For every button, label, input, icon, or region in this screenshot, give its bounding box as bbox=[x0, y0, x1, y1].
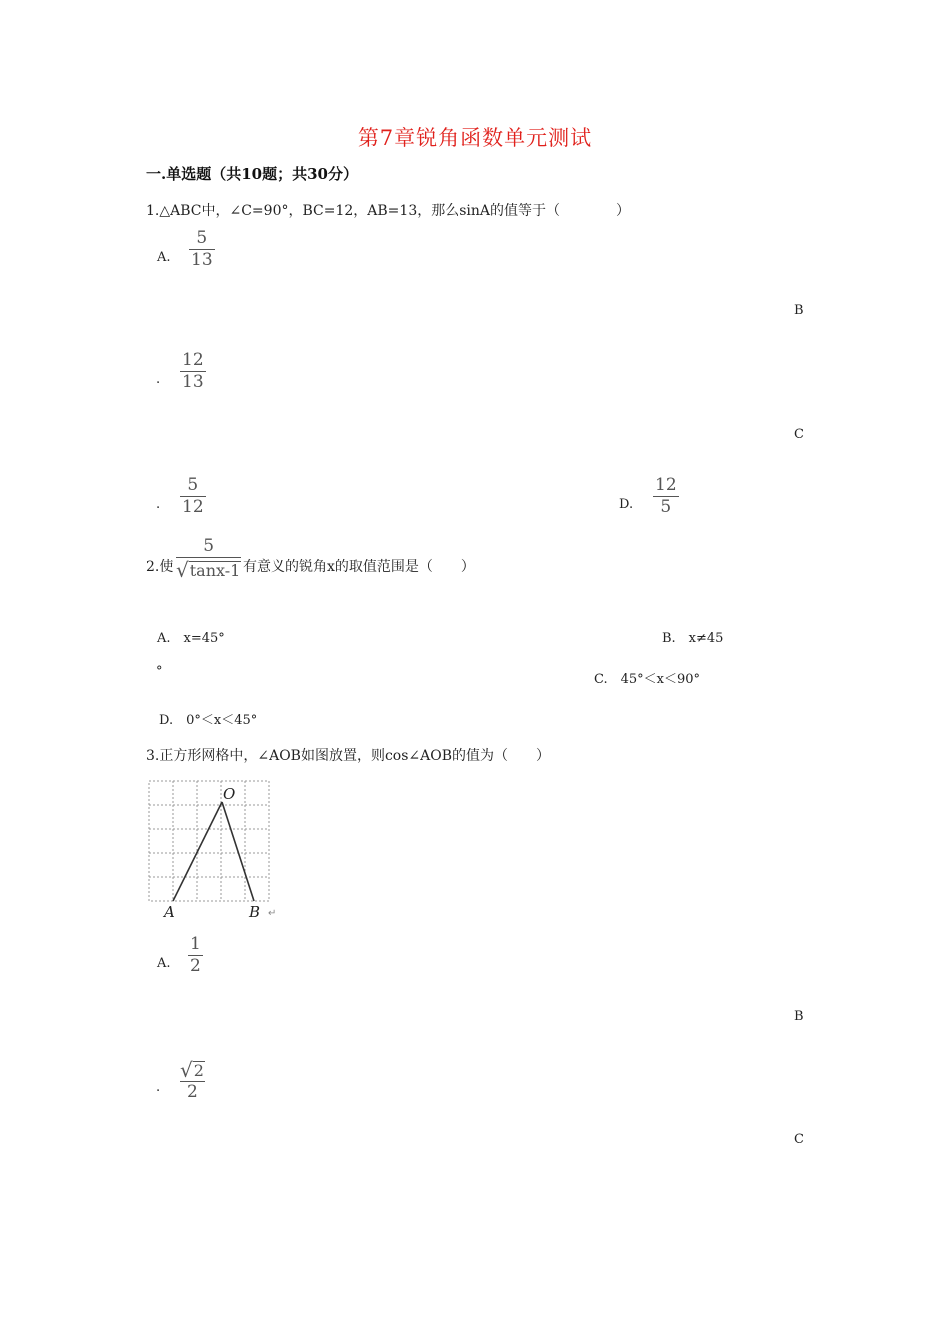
q3-option-b-sqrt bbox=[180, 1060, 205, 1080]
q3-option-b-denominator: 2 bbox=[187, 1082, 198, 1102]
q2-expression-fraction bbox=[176, 538, 241, 580]
sqrt-sign-icon: √ bbox=[176, 557, 189, 582]
q2-option-a[interactable]: A. x=45° bbox=[157, 631, 225, 646]
point-o-label: O bbox=[223, 785, 236, 803]
q2-option-c[interactable]: C. 45°＜x＜90° bbox=[594, 672, 701, 687]
point-b-label: B bbox=[249, 903, 261, 921]
q1-option-d-label[interactable]: D. bbox=[619, 497, 634, 512]
q1-option-d-denominator: 5 bbox=[660, 496, 672, 517]
q1-option-a-fraction bbox=[189, 230, 215, 270]
q1-option-a-numerator: 5 bbox=[196, 228, 208, 248]
q3-option-a-numerator: 1 bbox=[190, 934, 201, 954]
q1-option-c-label[interactable]: C bbox=[794, 427, 804, 442]
q1-option-c-fraction bbox=[180, 477, 206, 517]
q1-option-c-numerator: 5 bbox=[187, 475, 199, 495]
q1-option-a-denominator: 13 bbox=[191, 249, 213, 270]
q3-option-b-fraction bbox=[180, 1060, 205, 1102]
segment-ob bbox=[222, 802, 254, 901]
sqrt-sign-icon: √ bbox=[180, 1058, 193, 1082]
point-a-label: A bbox=[164, 903, 175, 921]
q1-option-d-numerator: 12 bbox=[655, 475, 677, 495]
q2-fraction-numerator: 5 bbox=[203, 536, 215, 556]
q3-option-a-label[interactable]: A. bbox=[157, 956, 171, 971]
q3-option-c-label[interactable]: C bbox=[794, 1132, 804, 1147]
q2-option-b[interactable]: B. x≠45 bbox=[662, 631, 724, 646]
q1-option-b-label[interactable]: B bbox=[794, 303, 804, 318]
return-mark-icon: ↵ bbox=[268, 908, 277, 919]
question-3-stem: 3.正方形网格中，∠AOB如图放置，则cos∠AOB的值为（ ） bbox=[146, 748, 551, 764]
grid-lines bbox=[149, 781, 269, 901]
q1-option-c-denominator: 12 bbox=[182, 496, 204, 517]
page-title: 第7章锐角函数单元测试 bbox=[357, 126, 593, 150]
q1-option-b-numerator: 12 bbox=[182, 350, 204, 370]
q2-option-d[interactable]: D. 0°＜x＜45° bbox=[159, 713, 258, 728]
question-2-prefix: 2.使 bbox=[146, 559, 174, 575]
q3-option-a-denominator: 2 bbox=[190, 955, 201, 976]
q2-option-b-degree: ° bbox=[156, 664, 163, 679]
q1-option-b-fraction bbox=[180, 352, 206, 392]
q2-radicand: tanx-1 bbox=[189, 561, 241, 581]
q2-sqrt bbox=[176, 557, 241, 582]
q1-option-b-dot: . bbox=[156, 372, 161, 387]
q1-option-b-denominator: 13 bbox=[182, 371, 204, 392]
grid-figure bbox=[144, 776, 282, 922]
q1-option-a-label[interactable]: A. bbox=[157, 250, 171, 265]
section-heading: 一.单选题（共10题；共30分） bbox=[146, 165, 358, 183]
q1-option-d-fraction bbox=[653, 477, 679, 517]
q3-option-b-radicand: 2 bbox=[193, 1061, 204, 1081]
q3-option-b-label[interactable]: B bbox=[794, 1009, 804, 1024]
q3-option-b-dot: . bbox=[156, 1080, 161, 1095]
question-2-suffix: 有意义的锐角x的取值范围是（ ） bbox=[243, 559, 475, 575]
q3-option-a-fraction bbox=[188, 936, 203, 976]
q1-option-c-dot: . bbox=[156, 497, 161, 512]
question-1-stem: 1.△ABC中，∠C=90°，BC=12，AB=13，那么sinA的值等于（ ） bbox=[146, 203, 631, 219]
